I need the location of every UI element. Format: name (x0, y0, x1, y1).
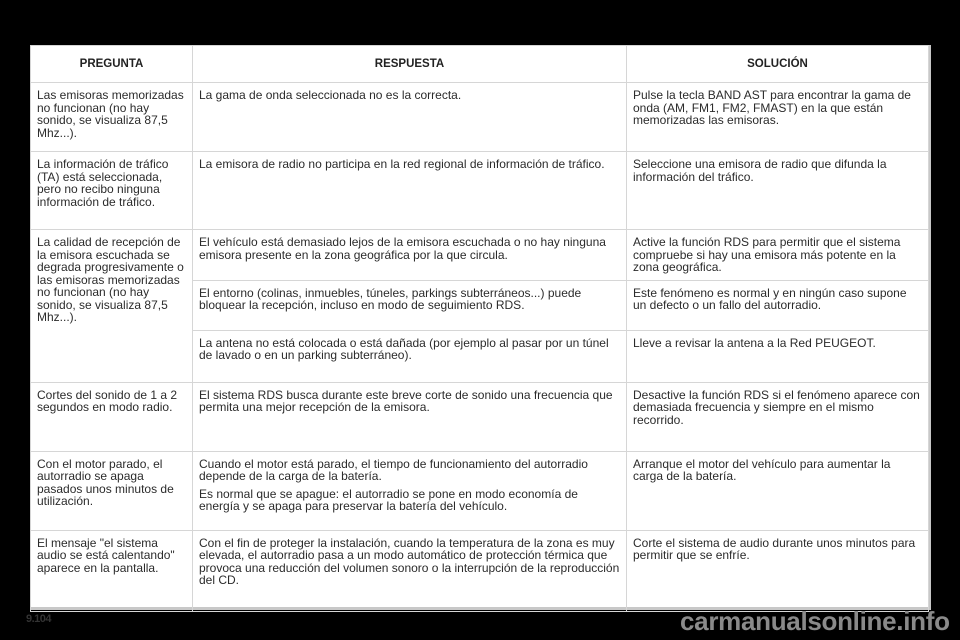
table-row (31, 382, 929, 451)
page-number: 9.104 (26, 613, 52, 625)
question-cell: Las emisoras memorizadas no funcionan (no hay sonido, se visualiza 87,5 Mhz...). (31, 83, 193, 152)
table-row (31, 451, 929, 530)
answer-paragraph: Es normal que se apague: el autorradio se pone en modo economía de energía y se apaga para preservar la batería del vehículo. (199, 486, 578, 513)
solution-cell: Lleve a revisar la antena a la Red PEUGEOT. (627, 330, 929, 382)
answer-cell: Con el fin de proteger la instalación, cuando la temperatura de la zona es muy elevada, el autorradio pasa a un modo automático de protección térmica que provoca una reducción del volumen sonoro o la interrupción de la reproducción del CD. (193, 530, 627, 611)
solution-cell: Pulse la tecla BAND AST para encontrar la gama de onda (AM, FM1, FM2, FMAST) en la que están memorizadas las emisoras. (627, 83, 929, 152)
question-cell: La calidad de recepción de la emisora escuchada se degrada progresivamente o las emisoras memorizadas no funcionan (no hay sonido, se visualiza 87,5 Mhz...). (31, 230, 193, 383)
watermark-text: carmanualsonline.info (680, 606, 950, 636)
answer-cell: La emisora de radio no participa en la red regional de información de tráfico. (193, 152, 627, 230)
question-cell: El mensaje "el sistema audio se está calentando" aparece en la pantalla. (31, 530, 193, 611)
solution-cell: Arranque el motor del vehículo para aumentar la carga de la batería. (627, 451, 929, 530)
table-row (31, 83, 929, 152)
question-cell: Con el motor parado, el autorradio se apaga pasados unos minutos de utilización. (31, 451, 193, 530)
solution-cell: Este fenómeno es normal y en ningún caso supone un defecto o un fallo del autorradio. (627, 280, 929, 330)
answer-cell: El vehículo está demasiado lejos de la emisora escuchada o no hay ninguna emisora presente en la zona geográfica por la que circula. (193, 230, 627, 281)
solution-cell: Corte el sistema de audio durante unos minutos para permitir que se enfríe. (627, 530, 929, 611)
troubleshooting-table-container (30, 45, 931, 610)
table-row (31, 152, 929, 230)
solution-cell: Desactive la función RDS si el fenómeno aparece con demasiada frecuencia y siempre en el mismo recorrido. (627, 382, 929, 451)
question-cell: Cortes del sonido de 1 a 2 segundos en modo radio. (31, 382, 193, 451)
solution-cell: Seleccione una emisora de radio que difunda la información del tráfico. (627, 152, 929, 230)
header-answer: RESPUESTA (193, 46, 627, 83)
answer-paragraph: Cuando el motor está parado, el tiempo de funcionamiento del autorradio depende de la carga de la batería. (199, 456, 588, 483)
answer-cell (193, 451, 627, 530)
solution-cell: Active la función RDS para permitir que el sistema compruebe si hay una emisora más potente en la zona geográfica. (627, 230, 929, 281)
answer-cell: El entorno (colinas, inmuebles, túneles, parkings subterráneos...) puede bloquear la recepción, incluso en modo de seguimiento RDS. (193, 280, 627, 330)
header-question: PREGUNTA (31, 46, 193, 83)
table-row (31, 530, 929, 611)
answer-cell: La gama de onda seleccionada no es la correcta. (193, 83, 627, 152)
answer-cell: La antena no está colocada o está dañada (por ejemplo al pasar por un túnel de lavado o en un parking subterráneo). (193, 330, 627, 382)
troubleshooting-table (30, 45, 929, 612)
table-row (31, 230, 929, 281)
header-solution: SOLUCIÓN (627, 46, 929, 83)
question-cell: La información de tráfico (TA) está seleccionada, pero no recibo ninguna información de tráfico. (31, 152, 193, 230)
answer-cell: El sistema RDS busca durante este breve corte de sonido una frecuencia que permita una mejor recepción de la emisora. (193, 382, 627, 451)
table-header-row (31, 46, 929, 83)
